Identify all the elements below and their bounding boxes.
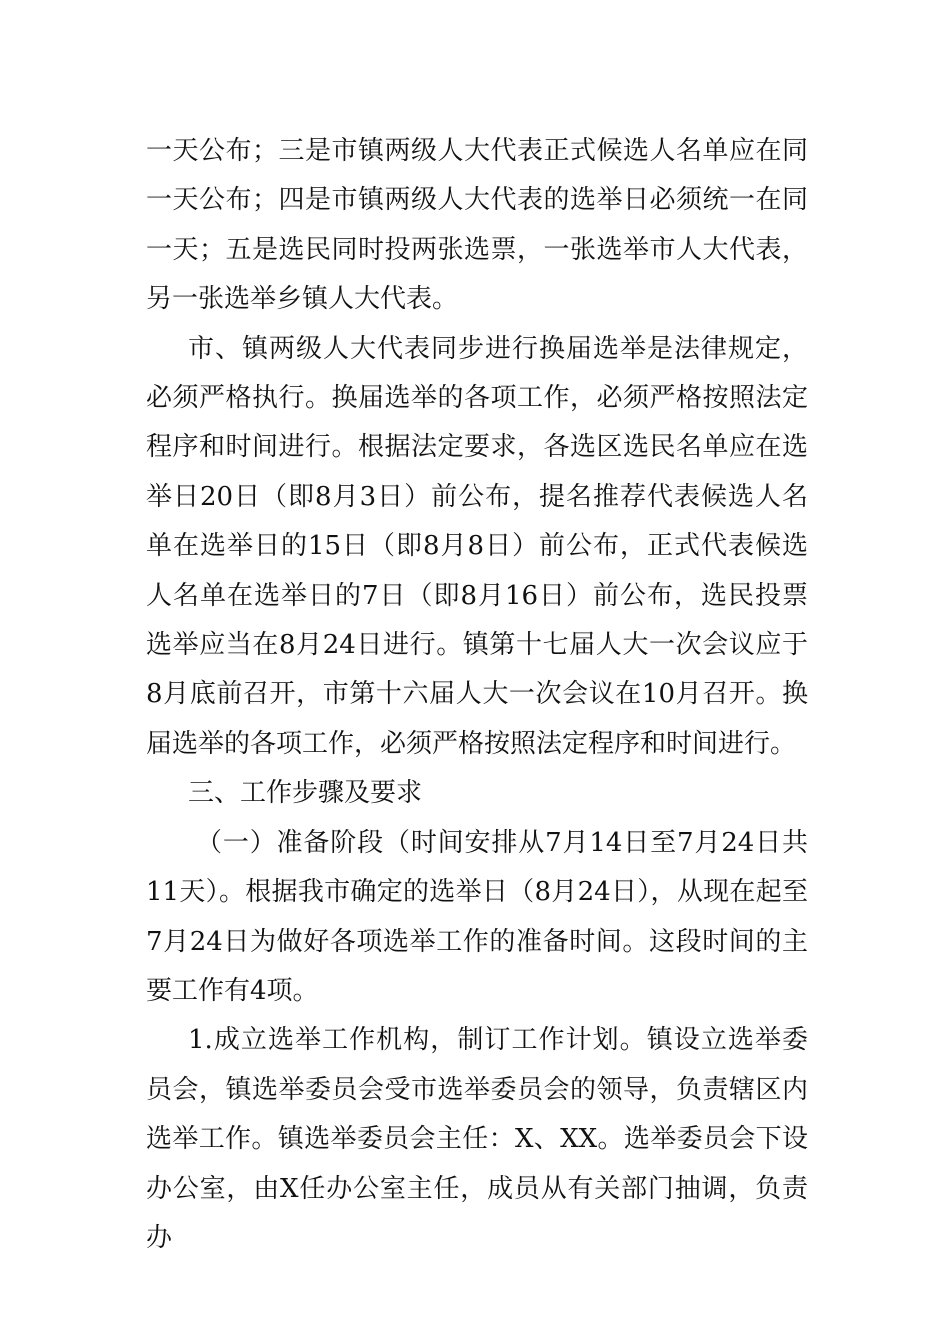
section-heading-work-steps: 三、工作步骤及要求 bbox=[188, 778, 423, 809]
document-body bbox=[146, 127, 808, 1263]
paragraph-continuation: 一天公布；三是市镇两级人大代表正式候选人名单应在同一天公布；四是市镇两级人大代表的选举日必须统一在同一天；五是选民同时投两张选票，一张选举市人大代表，另一张选举乡镇人大代表。 bbox=[146, 136, 808, 315]
paragraph-item-1: 1.成立选举工作机构，制订工作计划。镇设立选举委员会，镇选举委员会受市选举委员会的领导，负责辖区内选举工作。镇选举委员会主任：X、XX。选举委员会下设办公室，由X任办公室主任，成员从有关部门抽调，负责办 bbox=[146, 1025, 808, 1253]
paragraph-preparation-stage: （一）准备阶段（时间安排从7月14日至7月24日共11天）。根据我市确定的选举日（8月24日），从现在起至7月24日为做好各项选举工作的准备时间。这段时间的主要工作有4项。 bbox=[146, 827, 808, 1006]
paragraph-election-schedule: 市、镇两级人大代表同步进行换届选举是法律规定，必须严格执行。换届选举的各项工作，必须严格按照法定程序和时间进行。根据法定要求，各选区选民名单应在选举日20日（即8月3日）前公布，提名推荐代表候选人名单在选举日的15日（即8月8日）前公布，正式代表候选人名单在选举日的7日（即8月16日）前公布，选民投票选举应当在8月24日进行。镇第十七届人大一次会议应于8月底前召开，市第十六届人大一次会议在10月召开。换届选举的各项工作，必须严格按照法定程序和时间进行。 bbox=[146, 333, 808, 759]
